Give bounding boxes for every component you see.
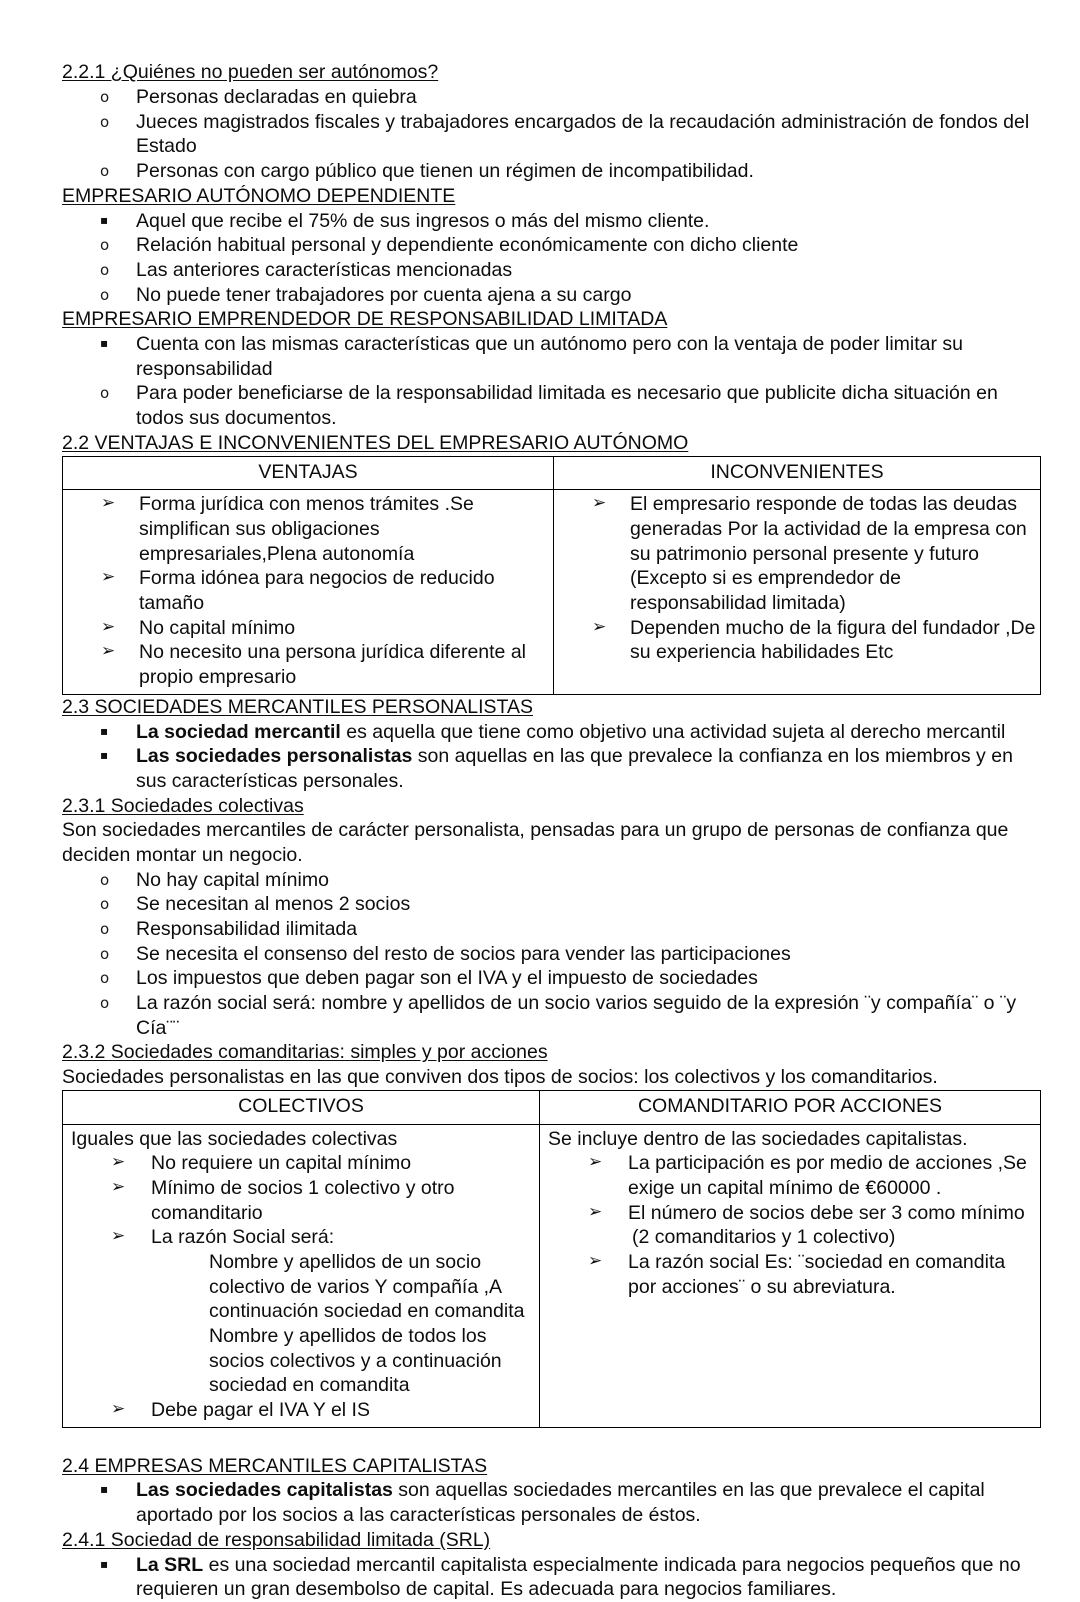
list-item-text: Relación habitual personal y dependiente económicamente con dicho cliente: [136, 234, 799, 257]
arrow-bullet-icon: ➢: [101, 641, 116, 662]
list-item: [62, 233, 1042, 258]
list-item: [62, 991, 1042, 1040]
circle-bullet-icon: o: [100, 260, 110, 279]
list-item: [558, 616, 1036, 665]
list-item: [67, 1176, 535, 1225]
list-eerl-rest: [62, 381, 1042, 430]
list-23: [62, 720, 1042, 794]
circle-bullet-icon: o: [100, 994, 110, 1013]
list-item: [558, 492, 1036, 615]
list-item: [62, 381, 1042, 430]
circle-bullet-icon: o: [100, 112, 110, 131]
arrow-bullet-icon: ➢: [588, 1152, 603, 1173]
heading-text: 2.3.2 Sociedades comanditarias: simples y por acciones: [62, 1041, 548, 1064]
list-item: [62, 942, 1042, 967]
section-heading-22: [62, 431, 1042, 456]
list-item-text: Mínimo de socios 1 colectivo y otro comanditario: [151, 1176, 455, 1224]
list-item-text: Se necesitan al menos 2 socios: [136, 893, 411, 916]
circle-bullet-icon: o: [100, 870, 110, 889]
section-heading-231: [62, 794, 1042, 819]
list-item: [62, 1478, 1042, 1527]
heading-text: 2.3.1 Sociedades colectivas: [62, 794, 304, 817]
list-item: [62, 85, 1042, 110]
list-ventajas: [67, 492, 549, 689]
square-bullet-icon: ▪: [100, 723, 109, 738]
list-inconvenientes: [558, 492, 1036, 665]
arrow-bullet-icon: ➢: [588, 1250, 603, 1271]
square-bullet-icon: ▪: [100, 1556, 109, 1571]
heading-text: 2.4.1 Sociedad de responsabilidad limitada (SRL): [62, 1528, 491, 1551]
list-item-strong: Las sociedades personalistas: [136, 745, 413, 768]
section-heading-eerl: [62, 307, 1042, 332]
arrow-bullet-icon: ➢: [111, 1226, 126, 1247]
list-item-rest: son aquellas en las que prevalece la confianza en los miembros y en sus características personales.: [136, 745, 1013, 792]
list-comanditario-tail: [544, 1250, 1036, 1299]
cell-colectivos: [63, 1124, 540, 1427]
table-header-row: [63, 1090, 1041, 1124]
section-heading-232: [62, 1040, 1042, 1065]
square-bullet-icon: ▪: [100, 748, 109, 763]
list-item: [544, 1250, 1036, 1299]
column-header-comanditario: COMANDITARIO POR ACCIONES: [540, 1090, 1041, 1124]
section-heading-221: [62, 60, 1042, 85]
list-item-text: El número de socios debe ser 3 como mínimo: [628, 1201, 1025, 1224]
list-item-text: La razón Social será:: [151, 1226, 335, 1249]
list-item-text: Forma idónea para negocios de reducido tamaño: [139, 567, 495, 614]
list-item-text: La participación es por medio de acciones ,Se exige un capital mínimo de €60000 .: [628, 1152, 1027, 1199]
square-bullet-icon: ▪: [100, 336, 109, 351]
list-item: [62, 917, 1042, 942]
list-item-rest: son aquellas sociedades mercantiles en las que prevalece el capital aportado por los socios a las características personales de éstos.: [136, 1479, 985, 1527]
list-item-text: No puede tener trabajadores por cuenta ajena a su cargo: [136, 283, 632, 306]
list-colectivos: [67, 1151, 535, 1250]
list-item: [67, 1225, 535, 1250]
section-heading-241: [62, 1528, 1042, 1553]
list-item-text: Cuenta con las mismas características que un autónomo pero con la ventaja de poder limitar su responsabilidad: [136, 333, 964, 380]
arrow-bullet-icon: ➢: [101, 616, 116, 637]
list-item: [62, 1553, 1042, 1602]
list-item: [62, 258, 1042, 283]
circle-bullet-icon: o: [100, 236, 110, 255]
circle-bullet-icon: o: [100, 285, 110, 304]
list-item: [544, 1151, 1036, 1200]
arrow-bullet-icon: ➢: [101, 493, 116, 514]
section-heading-ead: [62, 184, 1042, 209]
cell-inconvenientes: [554, 490, 1041, 694]
list-item-text: Se necesita el consenso del resto de socios para vender las participaciones: [136, 942, 791, 965]
list-item-text: [136, 1553, 1042, 1602]
table-ventajas-inconvenientes: [62, 456, 1041, 695]
cell-sub-text: Nombre y apellidos de un socio colectivo de varios Y compañía ,A continuación sociedad en comandita: [209, 1250, 525, 1323]
list-item-text: [136, 744, 1042, 793]
list-item-text: [136, 720, 1042, 745]
heading-text: EMPRESARIO EMPRENDEDOR DE RESPONSABILIDAD LIMITADA: [62, 308, 668, 331]
square-bullet-icon: ▪: [100, 212, 109, 227]
heading-text: 2.3 SOCIEDADES MERCANTILES PERSONALISTAS: [62, 695, 534, 718]
list-item-strong: La SRL: [136, 1553, 204, 1576]
arrow-bullet-icon: ➢: [592, 493, 607, 514]
list-item: [67, 566, 549, 615]
list-item-text: Debe pagar el IVA Y el IS: [151, 1398, 370, 1421]
list-item: [62, 332, 1042, 381]
circle-bullet-icon: o: [100, 384, 110, 403]
list-item: [67, 640, 549, 689]
column-header-colectivos: COLECTIVOS: [63, 1090, 540, 1124]
circle-bullet-icon: o: [100, 969, 110, 988]
arrow-bullet-icon: ➢: [111, 1176, 126, 1197]
list-item-text: La razón social Es: ¨sociedad en comandita por acciones¨ o su abreviatura.: [628, 1250, 1006, 1298]
list-item-text: No requiere un capital mínimo: [151, 1152, 412, 1175]
list-item: [62, 110, 1042, 159]
cell-lead-text: Iguales que las sociedades colectivas: [71, 1127, 398, 1150]
arrow-bullet-icon: ➢: [111, 1152, 126, 1173]
paragraph-232-intro: Sociedades personalistas en las que conviven dos tipos de socios: los colectivos y los comanditarios.: [62, 1066, 938, 1089]
list-item: [67, 1398, 535, 1423]
list-item: [62, 159, 1042, 184]
list-241: [62, 1553, 1042, 1602]
heading-text: 2.2.1 ¿Quiénes no pueden ser autónomos?: [62, 61, 439, 83]
square-bullet-icon: ▪: [100, 1482, 109, 1497]
list-item-text: Los impuestos que deben pagar son el IVA y el impuesto de sociedades: [136, 967, 758, 990]
list-231: [62, 868, 1042, 1041]
cell-lead-text: Se incluye dentro de las sociedades capitalistas.: [548, 1127, 968, 1150]
list-item: [67, 492, 549, 566]
arrow-bullet-icon: ➢: [592, 616, 607, 637]
list-item-text: Jueces magistrados fiscales y trabajadores encargados de la recaudación administración de fondos del Estado: [136, 110, 1030, 158]
table-row: [63, 490, 1041, 694]
list-item: [62, 744, 1042, 793]
list-colectivos-tail: [67, 1398, 535, 1423]
list-item: [62, 892, 1042, 917]
heading-text: 2.4 EMPRESAS MERCANTILES CAPITALISTAS: [62, 1454, 488, 1477]
list-ead-rest: [62, 233, 1042, 307]
list-item: [62, 720, 1042, 745]
list-item: [62, 966, 1042, 991]
list-item: [62, 209, 1042, 234]
list-item-rest: es aquella que tiene como objetivo una actividad sujeta al derecho mercantil: [340, 720, 1006, 743]
arrow-bullet-icon: ➢: [111, 1398, 126, 1419]
list-item-text: Para poder beneficiarse de la responsabilidad limitada es necesario que publicite dicha situación en todos sus documentos.: [136, 382, 998, 430]
list-item-text: [136, 1478, 1042, 1527]
circle-bullet-icon: o: [100, 87, 110, 106]
arrow-bullet-icon: ➢: [101, 567, 116, 588]
list-item-text: Forma jurídica con menos trámites .Se simplifican sus obligaciones empresariales,Plena autonomía: [139, 493, 474, 565]
list-item-strong: La sociedad mercantil: [136, 720, 341, 743]
list-item-text: Las anteriores características mencionadas: [136, 258, 513, 281]
arrow-bullet-icon: ➢: [588, 1201, 603, 1222]
cell-comanditario: [540, 1124, 1041, 1427]
paragraph-231-intro: Son sociedades mercantiles de carácter personalista, pensadas para un grupo de personas de confianza que deciden montar un negocio.: [62, 819, 1009, 867]
list-item: [62, 868, 1042, 893]
list-item-text: Dependen mucho de la figura del fundador ,De su experiencia habilidades Etc: [630, 616, 1036, 664]
list-24: [62, 1478, 1042, 1527]
list-item: [544, 1201, 1036, 1226]
list-item-text: El empresario responde de todas las deudas generadas Por la actividad de la empresa con su patrimonio personal presente y futuro (Excepto si es emprendedor de responsabilidad limitada): [630, 493, 1027, 614]
circle-bullet-icon: o: [100, 895, 110, 914]
column-header-inconvenientes: INCONVENIENTES: [554, 456, 1041, 490]
list-ead-first: [62, 209, 1042, 234]
circle-bullet-icon: o: [100, 944, 110, 963]
list-item: [62, 283, 1042, 308]
section-heading-23: [62, 695, 1042, 720]
list-221: [62, 85, 1042, 184]
heading-text: 2.2 VENTAJAS E INCONVENIENTES DEL EMPRESARIO AUTÓNOMO: [62, 431, 689, 454]
spacer: [62, 1428, 1042, 1454]
list-item: [67, 616, 549, 641]
section-heading-24: [62, 1454, 1042, 1479]
list-item-text: Personas con cargo público que tienen un régimen de incompatibilidad.: [136, 159, 754, 182]
cell-sub-text: Nombre y apellidos de todos los socios colectivos y a continuación sociedad en comandita: [209, 1324, 502, 1397]
list-item-text: Responsabilidad ilimitada: [136, 918, 358, 941]
table-row: [63, 1124, 1041, 1427]
table-colectivos-comanditarios: [62, 1090, 1041, 1428]
list-item-text: No hay capital mínimo: [136, 868, 329, 891]
list-comanditario: [544, 1151, 1036, 1225]
list-item-text: Personas declaradas en quiebra: [136, 85, 417, 108]
list-item-text: La razón social será: nombre y apellidos de un socio varios seguido de la expresión ¨y compañía¨ o ¨y Cía¨¨: [136, 992, 1017, 1039]
cell-ventajas: [63, 490, 554, 694]
list-item-rest: es una sociedad mercantil capitalista especialmente indicada para negocios pequeños que no requieren un gran desembolso de capital. Es adecuada para negocios familiares.: [136, 1553, 1021, 1601]
list-item-text: Aquel que recibe el 75% de sus ingresos o más del mismo cliente.: [136, 209, 710, 232]
list-item-strong: Las sociedades capitalistas: [136, 1479, 393, 1502]
column-header-ventajas: VENTAJAS: [63, 456, 554, 490]
list-eerl-first: [62, 332, 1042, 381]
table-header-row: [63, 456, 1041, 490]
heading-text: EMPRESARIO AUTÓNOMO DEPENDIENTE: [62, 184, 456, 207]
cell-sub-text: (2 comanditarios y 1 colectivo): [632, 1226, 896, 1249]
list-item-text: No necesito una persona jurídica diferente al propio empresario: [139, 641, 526, 688]
list-item-text: No capital mínimo: [139, 616, 296, 639]
circle-bullet-icon: o: [100, 920, 110, 939]
list-item: [67, 1151, 535, 1176]
circle-bullet-icon: o: [100, 161, 110, 180]
